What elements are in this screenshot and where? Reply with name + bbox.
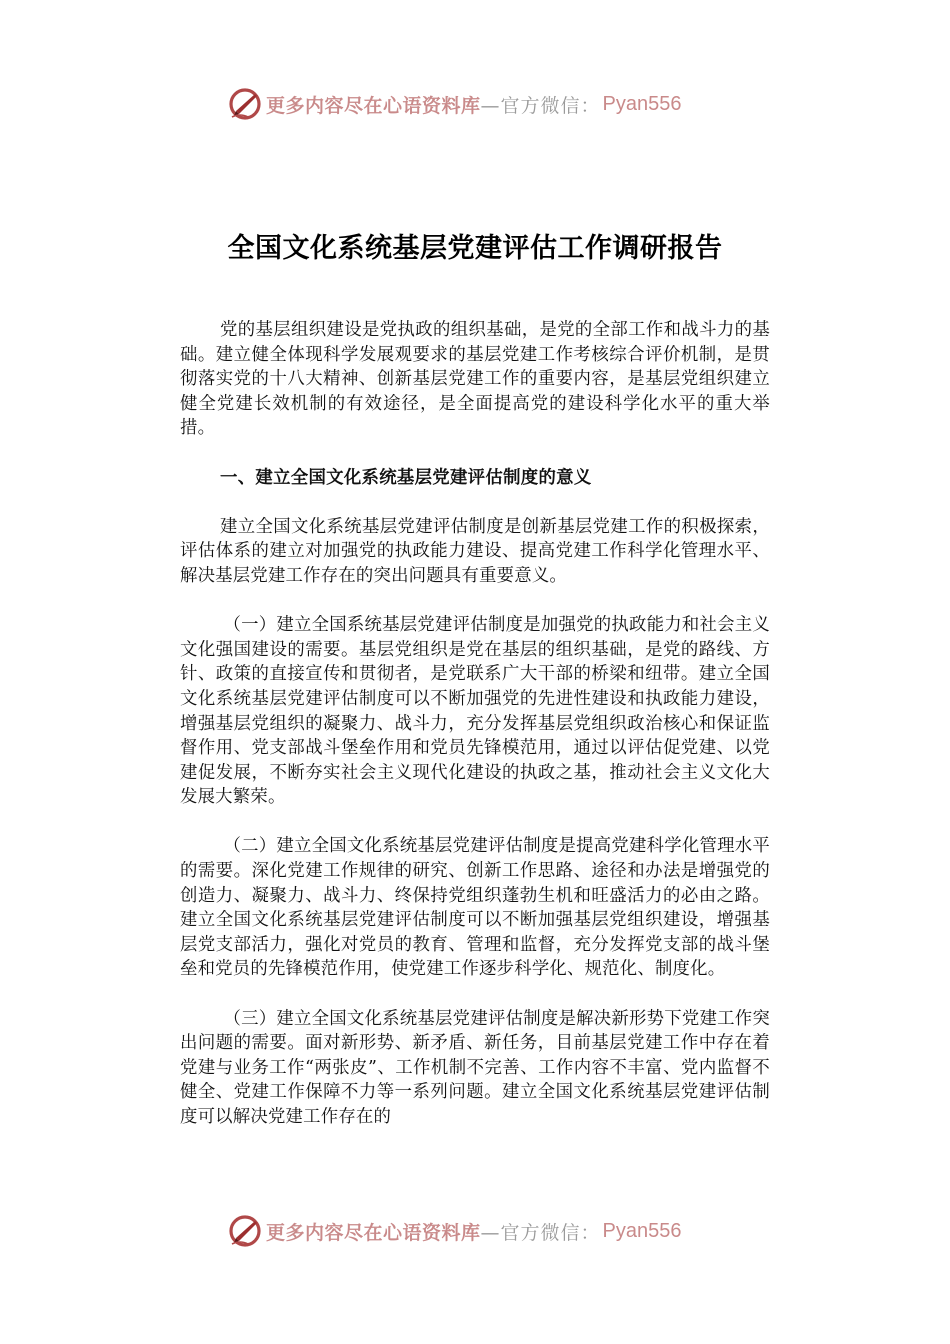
watermark-main-text: 更多内容尽在心语资料库 [266,94,481,117]
subsection-1: （一）建立全国系统基层党建评估制度是加强党的执政能力和社会主义文化强国建设的需要。基层党组织是党在基层的组织基础，是党的路线、方针、政策的直接宣传和贯彻者，是党联系广大干部的桥梁和纽带。建立全国文化系统基层党建评估制度可以不断加强党的先进性建设和执政能力建设，增强基层党组织的凝聚力、战斗力，充分发挥基层党组织政治核心和保证监督作用、党支部战斗堡垒作用和党员先锋模范用，通过以评估促党建、以党建促发展，不断夯实社会主义现代化建设的执政之基，推动社会主义文化大发展大繁荣。 [180,615,770,808]
subsection-3: （三）建立全国文化系统基层党建评估制度是解决新形势下党建工作突出问题的需要。面对新形势、新矛盾、新任务，目前基层党建工作中存在着党建与业务工作“两张皮”、工作机制不完善、工作内容不丰富、党内监督不健全、党建工作保障不力等一系列问题。建立全国文化系统基层党建评估制度可以解决党建工作存在的 [180,1008,770,1127]
section-heading: 一、建立全国文化系统基层党建评估制度的意义 [220,467,592,488]
watermark-dash-text: —官方微信： [480,1221,601,1244]
subsection-2: （二）建立全国文化系统基层党建评估制度是提高党建科学化管理水平的需要。深化党建工作规律的研究、创新工作思路、途径和办法是增强党的创造力、凝聚力、战斗力、终保持党组织蓬勃生机和旺盛活力的必由之路。建立全国文化系统基层党建评估制度可以不断加强基层党组织建设，增强基层党支部活力，强化对党员的教育、管理和监督，充分发挥党支部的战斗堡垒和党员的先锋模范作用，使党建工作逐步科学化、规范化、制度化。 [180,836,770,980]
pen-logo-icon [228,1214,262,1248]
watermark-id-text: Pyan556 [602,92,682,115]
watermark-id-text: Pyan556 [602,1219,682,1242]
watermark-dash-text: —官方微信： [480,94,601,117]
pen-logo-icon [228,87,262,121]
watermark-main-text: 更多内容尽在心语资料库 [266,1221,481,1244]
document-title: 全国文化系统基层党建评估工作调研报告 [227,233,723,264]
intro-paragraph: 党的基层组织建设是党执政的组织基础，是党的全部工作和战斗力的基础。建立健全体现科学发展观要求的基层党建工作考核综合评价机制，是贯彻落实党的十八大精神、创新基层党建工作的重要内容，是基层党组织建立健全党建长效机制的有效途径，是全面提高党的建设科学化水平的重大举措。 [180,320,770,439]
header-watermark [228,84,682,124]
section-paragraph: 建立全国文化系统基层党建评估制度是创新基层党建工作的积极探索，评估体系的建立对加强党的执政能力建设、提高党建工作科学化管理水平、解决基层党建工作存在的突出问题具有重要意义。 [180,516,770,586]
document-body [180,318,770,1154]
footer-watermark [228,1211,682,1251]
